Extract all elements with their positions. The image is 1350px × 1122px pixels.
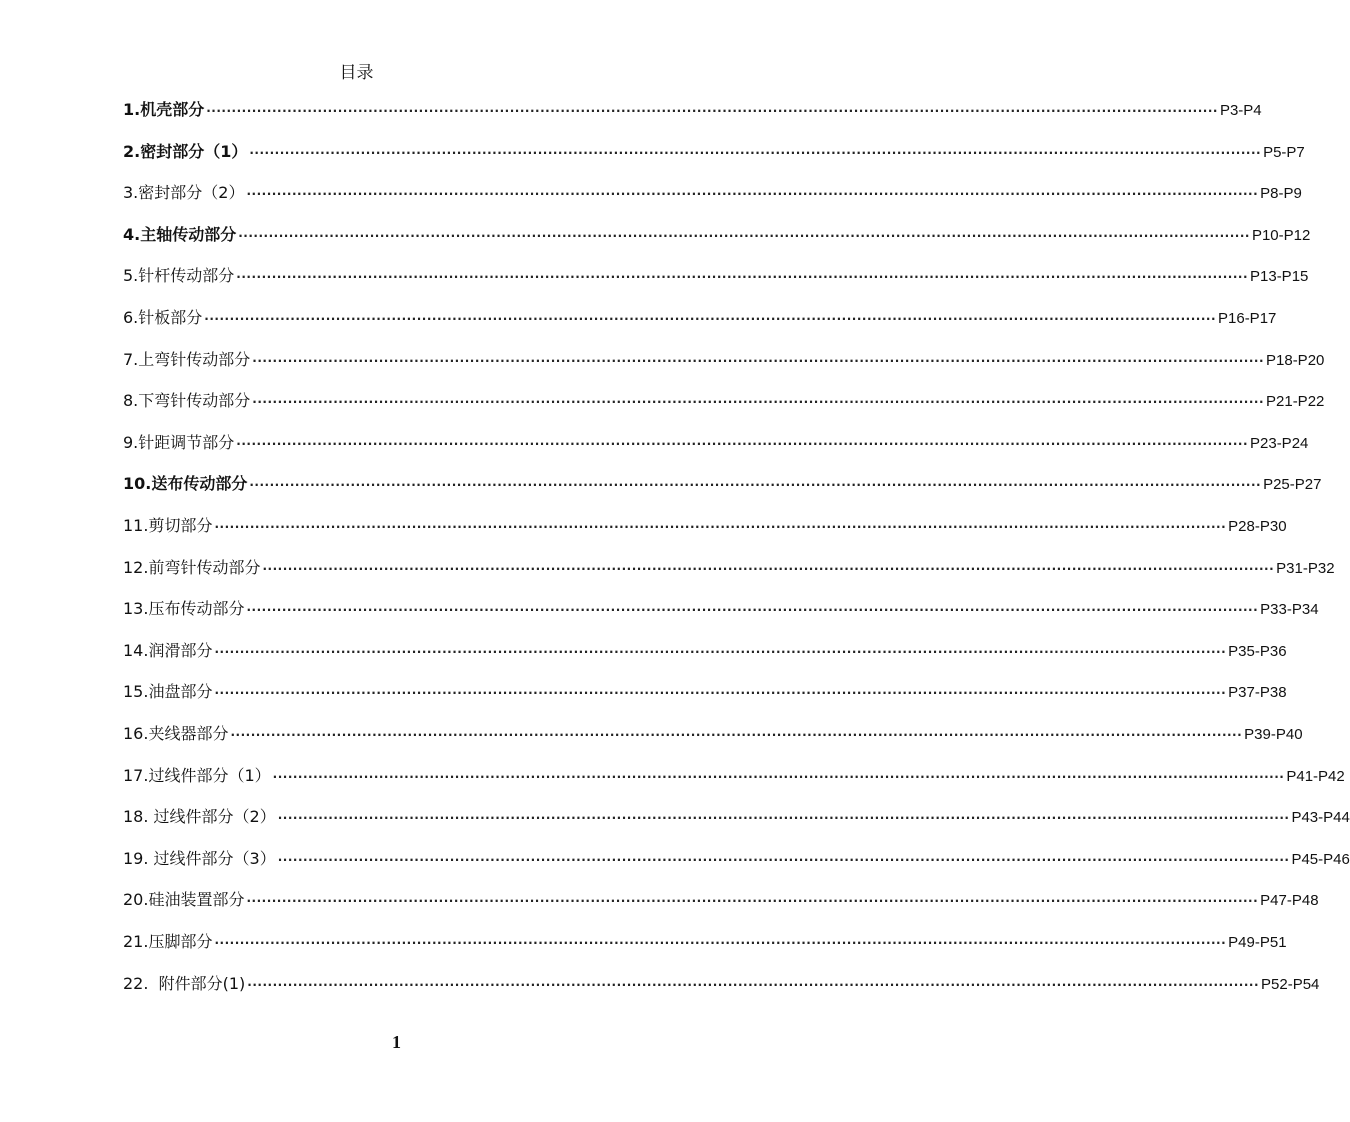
toc-entry-pages: P35-P36 bbox=[1228, 642, 1287, 660]
toc-entry[interactable] bbox=[123, 180, 1302, 206]
toc-entry-label: 10.送布传动部分 bbox=[123, 474, 248, 494]
toc-entry-label: 19. 过线件部分（3） bbox=[123, 848, 276, 868]
toc-entry-pages: P37-P38 bbox=[1228, 684, 1287, 702]
toc-leader-dots: ········································································································································································································ bbox=[249, 478, 1262, 493]
toc-entry[interactable] bbox=[123, 222, 1311, 248]
toc-leader-dots: ········································································································································································································ bbox=[214, 520, 1227, 534]
toc-entry-pages: P33-P34 bbox=[1260, 601, 1319, 619]
toc-entry-label: 17.过线件部分（1） bbox=[123, 765, 271, 785]
toc-entry[interactable] bbox=[123, 139, 1305, 165]
toc-leader-dots: ········································································································································································································ bbox=[246, 603, 1259, 618]
toc-entry[interactable] bbox=[123, 846, 1350, 872]
toc-entry-label: 6.针板部分 bbox=[123, 308, 203, 327]
toc-entry[interactable] bbox=[123, 513, 1287, 539]
toc-entry-pages: P13-P15 bbox=[1250, 268, 1309, 286]
toc-entry-pages: P47-P48 bbox=[1260, 892, 1319, 910]
toc-leader-dots: ········································································································································································································ bbox=[206, 104, 1218, 118]
toc-entry[interactable] bbox=[123, 347, 1325, 373]
toc-entry-label: 20.硅油装置部分 bbox=[123, 890, 245, 910]
toc-entry-pages: P25-P27 bbox=[1263, 476, 1322, 494]
toc-entry-pages: P8-P9 bbox=[1260, 185, 1302, 203]
toc-entry-label: 13.压布传动部分 bbox=[123, 599, 245, 619]
toc-entry[interactable] bbox=[123, 763, 1345, 789]
toc-entry-pages: P28-P30 bbox=[1228, 518, 1287, 535]
toc-entry-label: 21.压脚部分 bbox=[123, 932, 213, 951]
toc-entry-pages: P49-P51 bbox=[1228, 934, 1287, 951]
toc-entry-pages: P5-P7 bbox=[1263, 143, 1305, 161]
toc-entry-label: 7.上弯针传动部分 bbox=[123, 349, 251, 369]
toc-entry[interactable] bbox=[123, 555, 1335, 581]
toc-leader-dots: ········································································································································································································ bbox=[214, 644, 1227, 659]
toc-entry-pages: P18-P20 bbox=[1266, 351, 1325, 369]
toc-leader-dots: ········································································································································································································ bbox=[277, 852, 1290, 867]
toc-entry[interactable] bbox=[123, 305, 1277, 331]
toc-entry[interactable] bbox=[123, 430, 1309, 456]
toc-leader-dots: ········································································································································································································ bbox=[230, 728, 1243, 742]
toc-entry[interactable] bbox=[123, 804, 1350, 830]
toc-entry-pages: P39-P40 bbox=[1244, 726, 1303, 743]
toc-leader-dots: ········································································································································································································ bbox=[252, 395, 1264, 410]
toc-entry[interactable] bbox=[123, 97, 1262, 123]
toc-entry-label: 12.前弯针传动部分 bbox=[123, 557, 261, 577]
toc-leader-dots: ········································································································································································································ bbox=[247, 977, 1260, 992]
toc-entry[interactable] bbox=[123, 388, 1325, 414]
toc-entry-pages: P23-P24 bbox=[1250, 434, 1309, 452]
toc-entry-pages: P10-P12 bbox=[1251, 226, 1311, 244]
toc-entry-pages: P31-P32 bbox=[1276, 559, 1335, 577]
toc-entry[interactable] bbox=[123, 638, 1287, 664]
toc-entry-pages: P16-P17 bbox=[1218, 310, 1277, 327]
toc-leader-dots: ········································································································································································································ bbox=[249, 145, 1262, 160]
toc-entry-label: 22. 附件部分(1) bbox=[123, 973, 246, 993]
toc-entry[interactable] bbox=[123, 679, 1287, 705]
toc-leader-dots: ········································································································································································································ bbox=[214, 686, 1227, 701]
toc-entry[interactable] bbox=[123, 263, 1309, 289]
toc-entry-label: 9.针距调节部分 bbox=[123, 432, 235, 452]
toc-leader-dots: ········································································································································································································ bbox=[277, 811, 1290, 826]
toc-leader-dots: ········································································································································································································ bbox=[236, 270, 1248, 285]
toc-entry-label: 1.机壳部分 bbox=[123, 100, 205, 119]
toc-entry-label: 18. 过线件部分（2） bbox=[123, 807, 276, 827]
toc-entry-pages: P21-P22 bbox=[1266, 393, 1325, 411]
toc-leader-dots: ········································································································································································································ bbox=[262, 561, 1275, 576]
page-number: 1 bbox=[392, 1032, 401, 1052]
toc-leader-dots: ········································································································································································································ bbox=[236, 436, 1248, 451]
toc-entry-label: 5.针杆传动部分 bbox=[123, 266, 235, 286]
toc-entry[interactable] bbox=[123, 471, 1322, 497]
toc-entry-label: 15.油盘部分 bbox=[123, 682, 213, 702]
toc-entry-label: 3.密封部分（2） bbox=[123, 183, 245, 203]
toc-leader-dots: ········································································································································································································ bbox=[204, 312, 1216, 326]
toc-leader-dots: ········································································································································································································ bbox=[272, 769, 1285, 784]
toc-entry-label: 14.润滑部分 bbox=[123, 640, 213, 660]
toc-entry-label: 8.下弯针传动部分 bbox=[123, 391, 251, 411]
toc-leader-dots: ········································································································································································································ bbox=[238, 228, 1250, 243]
toc-entry-label: 11.剪切部分 bbox=[123, 516, 213, 535]
toc-entry[interactable] bbox=[123, 971, 1320, 997]
toc-leader-dots: ········································································································································································································ bbox=[214, 936, 1227, 950]
toc-leader-dots: ········································································································································································································ bbox=[252, 353, 1264, 368]
toc-entry-pages: P41-P42 bbox=[1286, 767, 1345, 785]
toc-leader-dots: ········································································································································································································ bbox=[246, 187, 1259, 202]
toc-entry-pages: P45-P46 bbox=[1291, 850, 1350, 868]
toc-entry-pages: P3-P4 bbox=[1219, 102, 1262, 119]
toc-entry-label: 2.密封部分（1） bbox=[123, 141, 248, 161]
toc-entry[interactable] bbox=[123, 929, 1287, 955]
toc-entry[interactable] bbox=[123, 887, 1319, 913]
toc-title: 目录 bbox=[339, 63, 374, 83]
toc-entry[interactable] bbox=[123, 721, 1303, 747]
toc-entry-pages: P43-P44 bbox=[1291, 809, 1350, 827]
toc-leader-dots: ········································································································································································································ bbox=[246, 894, 1259, 909]
toc-entry-label: 16.夹线器部分 bbox=[123, 724, 229, 743]
toc-entry-label: 4.主轴传动部分 bbox=[123, 224, 237, 244]
toc-entry-pages: P52-P54 bbox=[1261, 975, 1320, 993]
toc-entry[interactable] bbox=[123, 596, 1319, 622]
